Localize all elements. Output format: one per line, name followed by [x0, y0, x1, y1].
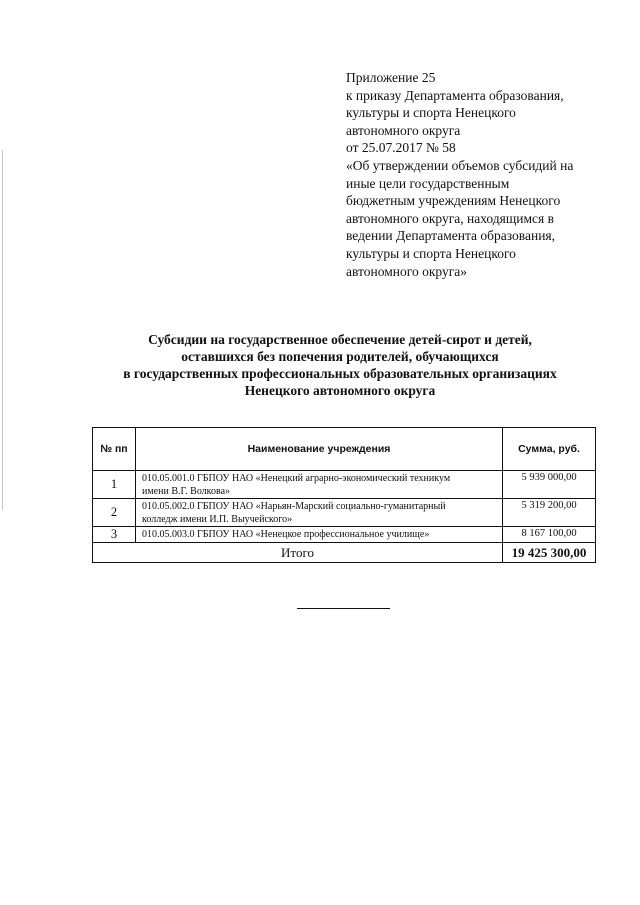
institution-name-line: имени В.Г. Волкова» — [142, 486, 231, 497]
appendix-line: автономного округа» — [346, 263, 467, 279]
header-num: № пп — [93, 428, 136, 471]
row-sum: 8 167 100,00 — [503, 527, 596, 543]
row-num: 1 — [93, 471, 136, 499]
appendix-line: Приложение 25 — [346, 70, 436, 85]
total-label: Итого — [93, 543, 503, 563]
institution-name-line: 010.05.002.0 ГБПОУ НАО «Нарьян-Марский социально-гуманитарный — [142, 501, 446, 512]
row-institution-name — [136, 527, 503, 543]
appendix-line: иные цели государственным — [346, 175, 510, 191]
table-row — [93, 527, 596, 543]
appendix-line: автономного округа — [346, 122, 461, 138]
institution-name-line: 010.05.003.0 ГБПОУ НАО «Ненецкое профессиональное училище» — [142, 529, 430, 540]
appendix-line: от 25.07.2017 № 58 — [346, 140, 456, 156]
total-row — [93, 543, 596, 563]
row-num: 2 — [93, 499, 136, 527]
subsidies-table — [92, 427, 596, 563]
appendix-line: «Об утверждении объемов субсидий на — [346, 157, 574, 173]
row-institution-name — [136, 471, 503, 499]
institution-name-line: 010.05.001.0 ГБПОУ НАО «Ненецкий аграрно-экономический техникум — [142, 473, 451, 484]
appendix-line: культуры и спорта Ненецкого — [346, 245, 516, 261]
header-name: Наименование учреждения — [136, 428, 503, 471]
appendix-line: ведении Департамента образования, — [346, 228, 556, 244]
appendix-line: бюджетным учреждениям Ненецкого — [346, 193, 561, 209]
title-line: в государственных профессиональных образовательных организациях — [123, 366, 557, 381]
header-sum: Сумма, руб. — [503, 428, 596, 471]
total-sum: 19 425 300,00 — [503, 543, 596, 563]
scan-edge-artifact — [2, 150, 3, 510]
appendix-block — [346, 69, 601, 280]
appendix-line: к приказу Департамента образования, — [346, 87, 564, 103]
document-title — [60, 331, 620, 399]
table-row — [93, 499, 596, 527]
institution-name-line: колледж имени И.П. Выучейского» — [142, 514, 293, 525]
row-sum: 5 939 000,00 — [503, 471, 596, 499]
row-num: 3 — [93, 527, 136, 543]
title-line: Ненецкого автономного округа — [244, 383, 436, 398]
end-of-document-rule — [297, 608, 390, 609]
table-row — [93, 471, 596, 499]
row-sum: 5 319 200,00 — [503, 499, 596, 527]
appendix-line: культуры и спорта Ненецкого — [346, 105, 516, 121]
table-header-row — [93, 428, 596, 471]
appendix-line: автономного округа, находящимся в — [346, 210, 554, 226]
row-institution-name — [136, 499, 503, 527]
title-line: Субсидии на государственное обеспечение детей-сирот и детей, — [148, 332, 532, 347]
title-line: оставшихся без попечения родителей, обучающихся — [181, 349, 499, 364]
